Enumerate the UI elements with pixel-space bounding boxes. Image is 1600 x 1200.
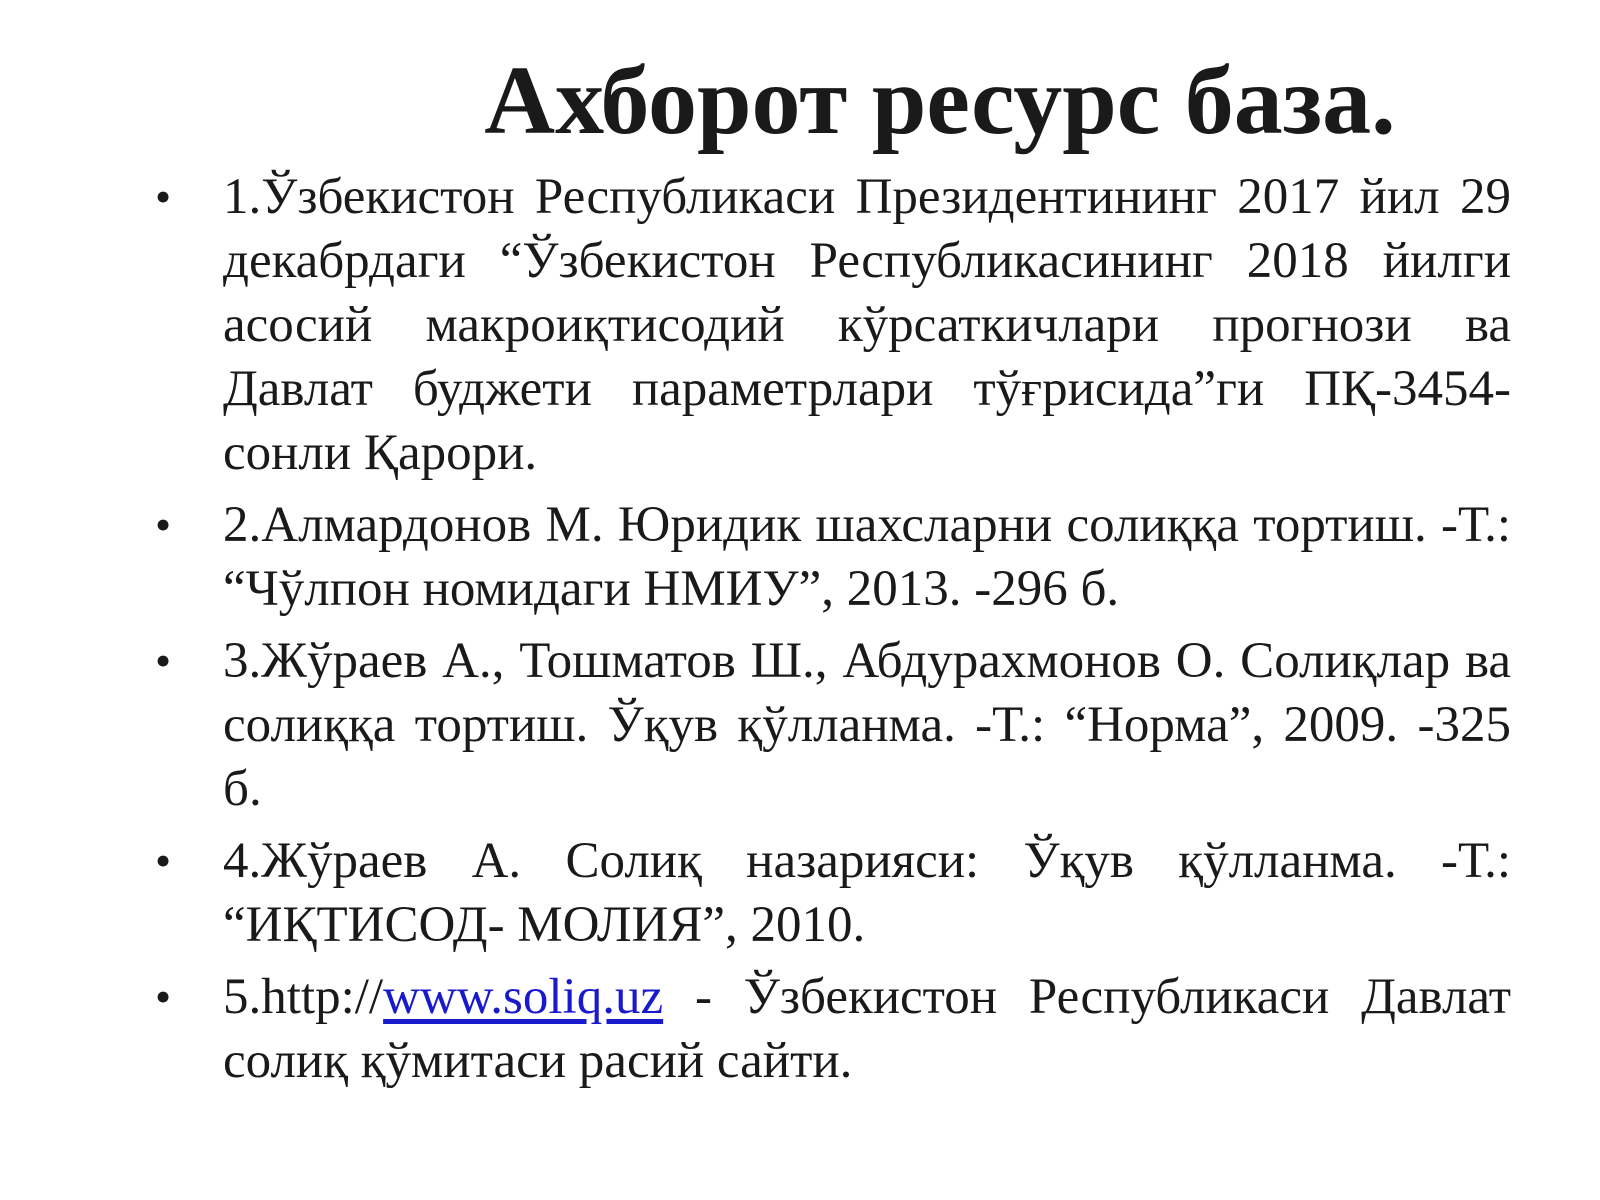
list-item-text: 3.Жўраев А., Тошматов Ш., Абдурахмонов О. Солиқлар ва солиққа тортиш. Ўқув қўлланма. -Т.: “Норма”, 2009. -325 б. (223, 633, 1511, 817)
bullet-icon: • (155, 171, 172, 222)
reference-list (155, 165, 1511, 1101)
list-item-2 (155, 493, 1511, 621)
list-item-text: 4.Жўраев А. Солиқ назарияси: Ўқув қўлланма. -Т.: “ИҚТИСОД- МОЛИЯ”, 2010. (223, 833, 1511, 953)
slide-title: Ахборот ресурс база. (484, 47, 1396, 155)
bullet-icon: • (155, 835, 172, 886)
bullet-icon: • (155, 635, 172, 686)
bullet-icon: • (155, 971, 172, 1022)
list-item-text: 2.Алмардонов М. Юридик шахсларни солиққа тортиш. -Т.: “Чўлпон номидаги НМИУ”, 2013. -296 б. (223, 497, 1511, 617)
bullet-icon: • (155, 499, 172, 550)
list-item-5 (155, 965, 1511, 1093)
soliq-website-link[interactable]: www.soliq.uz (383, 969, 664, 1025)
list-item-4 (155, 829, 1511, 957)
list-item-text: 1.Ўзбекистон Республикаси Президентининг 2017 йил 29 декабрдаги “Ўзбекистон Республикасининг 2018 йилги асосий макроиқтисодий кўрсаткичлари прогнози ва Давлат буджети параметрлари тўғрисида”ги ПҚ-3454-сонли Қарори. (223, 169, 1511, 481)
list-item-1 (155, 165, 1511, 485)
list-item-prefix: 5.http:// (223, 969, 384, 1025)
list-item-3 (155, 629, 1511, 821)
list-item-suffix: - Ўзбекистон Республикаси Давлат солиқ қўмитаси расий сайти. (223, 969, 1511, 1089)
